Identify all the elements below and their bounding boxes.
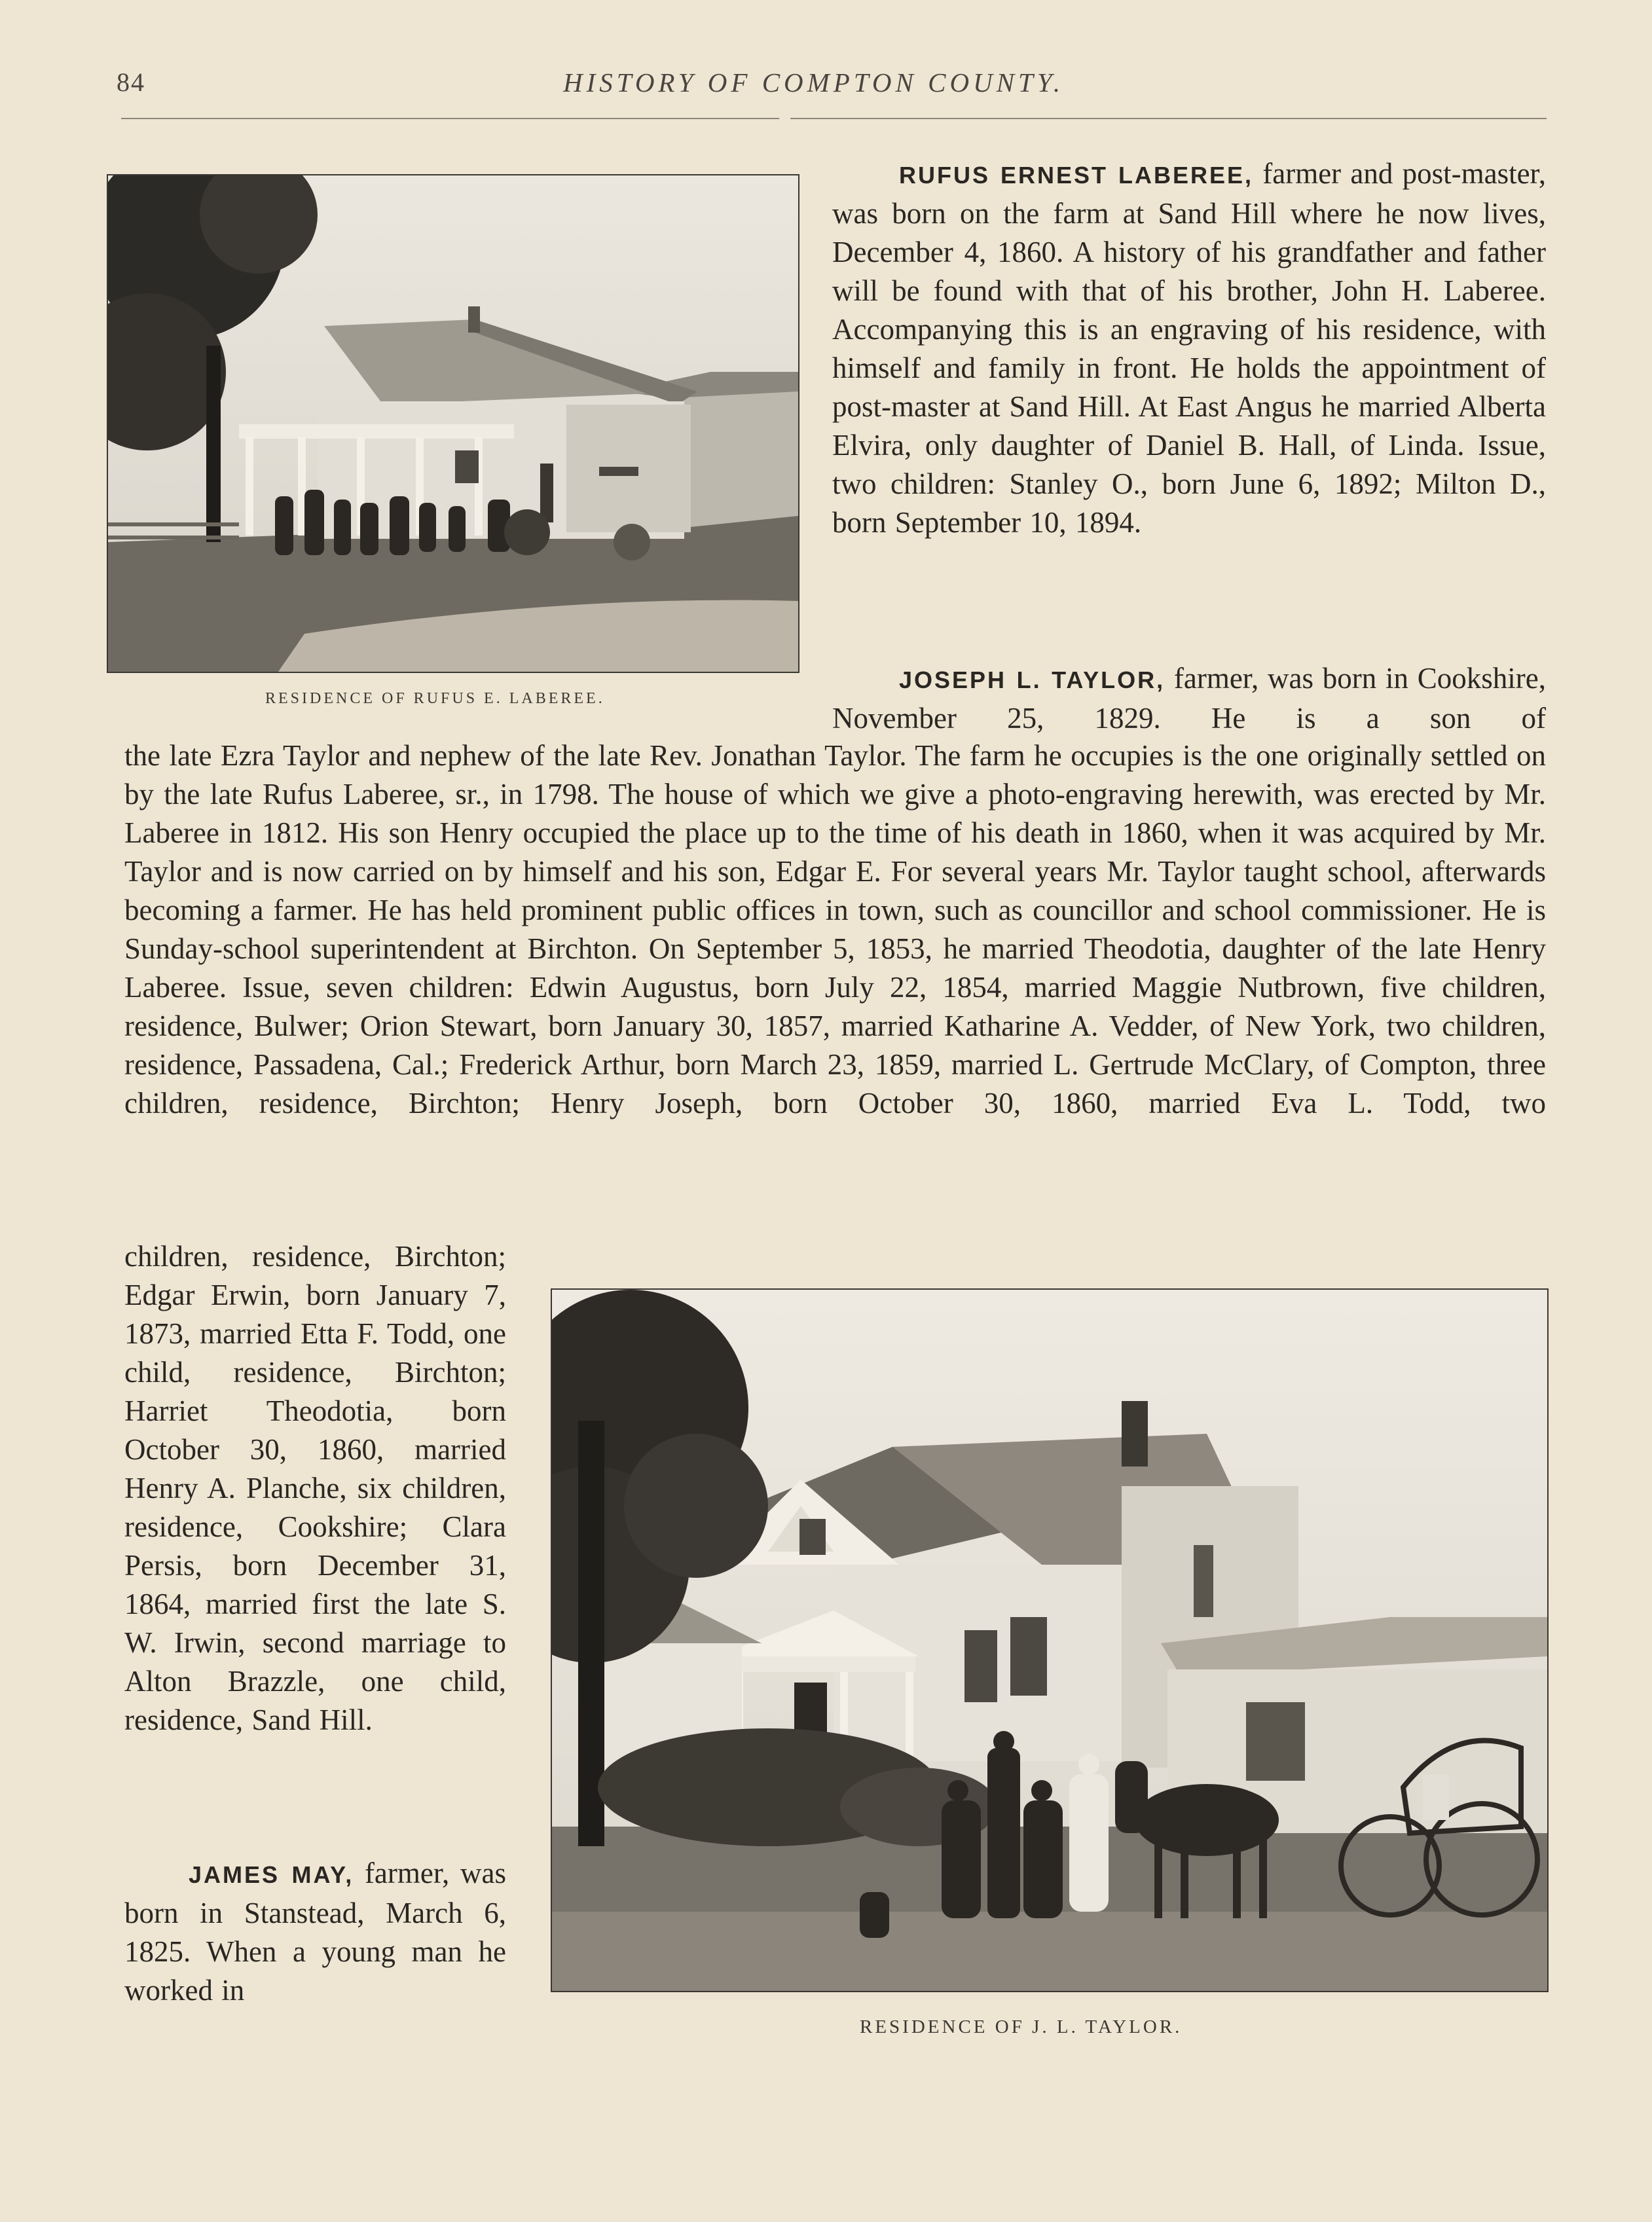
- may-body: farmer, was born in Stanstead, March 6, 1825. When a young man he worked in: [124, 1857, 506, 2007]
- rufus-name: RUFUS ERNEST LABEREE,: [899, 162, 1254, 189]
- taylor-narrow-text: children, residence, Birchton; Edgar Erwin, born January 7, 1873, married Etta F. Todd, one child, residence, Birchton; Harriet Theodotia, born October 30, 1860, married Henry A. Planche, six children, residence, Cookshire; Clara Persis, born December 31, 1864, married first the late S. W. Irwin, second marriage to Alton Brazzle, one child, residence, Sand Hill.: [124, 1240, 506, 1736]
- laberee-residence-photo: [107, 174, 799, 673]
- taylor-residence-photo: [551, 1288, 1549, 1992]
- rufus-laberee-entry: [832, 155, 1546, 542]
- taylor-full-width: [124, 737, 1546, 1123]
- taylor-house-engraving: [552, 1290, 1547, 1991]
- james-may-entry: [124, 1854, 506, 2010]
- running-title: HISTORY OF COMPTON COUNTY.: [563, 67, 1065, 98]
- taylor-photo-caption: RESIDENCE OF J. L. TAYLOR.: [860, 2016, 1183, 2037]
- header-rule-left: [121, 118, 779, 119]
- taylor-full-text: the late Ezra Taylor and nephew of the late Rev. Jonathan Taylor. The farm he occupies is the one originally settled on by the late Rufus Laberee, sr., in 1798. The house of which we give a photo-engraving herewith, was erected by Mr. Laberee in 1812. His son Henry occupied the place up to the time of his death in 1860, when it was acquired by Mr. Taylor and is now carried on by himself and his son, Edgar E. For several years Mr. Taylor taught school, afterwards becoming a farmer. He has held prominent public offices in town, such as councillor and school commissioner. He is Sunday-school superintendent at Birchton. On September 5, 1853, he married Theodotia, daughter of the late Henry Laberee. Issue, seven children: Edwin Augustus, born July 22, 1854, married Maggie Nutbrown, five children, residence, Bulwer; Orion Stewart, born January 30, 1857, married Katharine A. Vedder, of New York, two children, residence, Passadena, Cal.; Frederick Arthur, born March 23, 1859, married L. Gertrude McClary, of Compton, three children, residence, Birchton; Henry Joseph, born October 30, 1860, married Eva L. Todd, two: [124, 739, 1546, 1120]
- taylor-name: JOSEPH L. TAYLOR,: [899, 666, 1166, 693]
- header-rule-right: [790, 118, 1547, 119]
- laberee-house-engraving: [108, 175, 798, 672]
- rufus-body: farmer and post-master, was born on the farm at Sand Hill where he now lives, December 4, 1860. A history of his grandfather and father will be found with that of his brother, John H. Laberee. Accompanying this is an engraving of his residence, with himself and family in front. He holds the appointment of post-master at Sand Hill. At East Angus he married Alberta Elvira, only daughter of Daniel B. Hall, of Linda. Issue, two children: Stanley O., born June 6, 1892; Milton D., born September 10, 1894.: [832, 157, 1546, 539]
- taylor-intro-text: farmer, was born in Cookshire, November 25, 1829. He is a son of: [832, 662, 1546, 735]
- may-name: JAMES MAY,: [189, 1861, 354, 1888]
- laberee-photo-caption: RESIDENCE OF RUFUS E. LABEREE.: [265, 690, 605, 707]
- taylor-intro: [832, 659, 1546, 738]
- page-number: 84: [117, 67, 145, 97]
- taylor-narrow-column: [124, 1237, 506, 1739]
